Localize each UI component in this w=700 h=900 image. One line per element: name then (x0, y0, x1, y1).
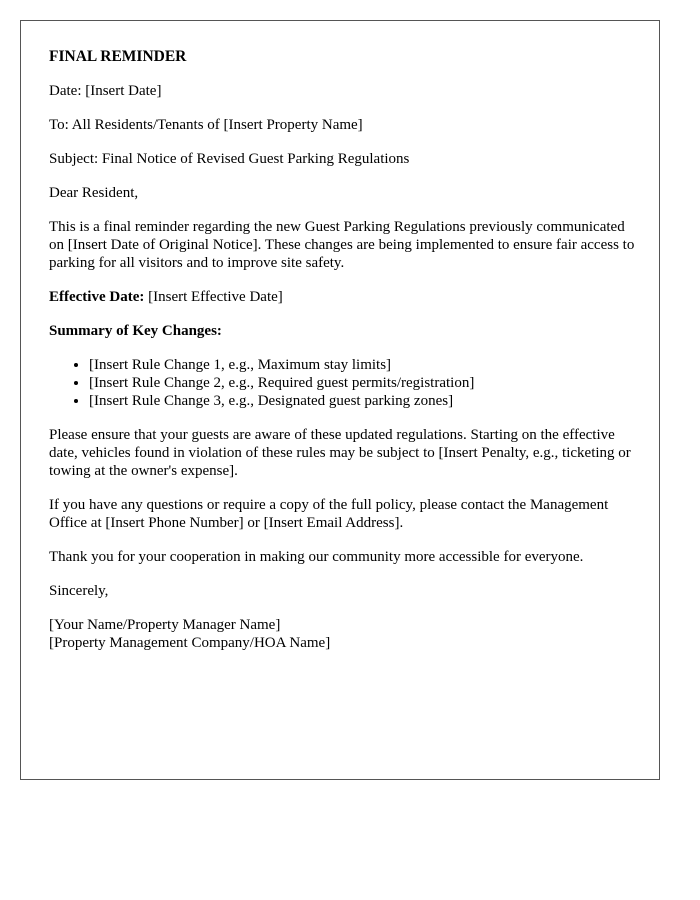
signature-company: [Property Management Company/HOA Name] (49, 635, 331, 651)
effective-date-value: [Insert Effective Date] (144, 289, 283, 305)
ensure-paragraph: Please ensure that your guests are aware of these updated regulations. Starting on the effective date, vehicles found in violation of these rules may be subject to [Insert Penalty, e.g., ticketing or towing at the owner's expense]. (49, 427, 631, 479)
effective-date-label: Effective Date: (49, 289, 145, 305)
signature-name: [Your Name/Property Manager Name] (49, 617, 281, 633)
to-line: To: All Residents/Tenants of [Insert Property Name] (49, 117, 363, 133)
subject-line: Subject: Final Notice of Revised Guest Parking Regulations (49, 151, 410, 167)
list-item: • [Insert Rule Change 2, e.g., Required guest permits/registration] (89, 374, 639, 392)
intro-paragraph: This is a final reminder regarding the new Guest Parking Regulations previously communicated on [Insert Date of Original Notice]. These changes are being implemented to ensure fair access to parking for all visitors and to improve site safety. (49, 219, 635, 271)
questions-paragraph: If you have any questions or require a copy of the full policy, please contact the Management Office at [Insert Phone Number] or [Insert Email Address]. (49, 497, 609, 531)
effective-date-line (49, 288, 639, 306)
letter-body (49, 48, 639, 668)
date-line: Date: [Insert Date] (49, 83, 162, 99)
list-item: • [Insert Rule Change 3, e.g., Designated guest parking zones] (89, 392, 639, 410)
list-item: • [Insert Rule Change 1, e.g., Maximum stay limits] (89, 356, 639, 374)
closing: Sincerely, (49, 583, 109, 599)
signature-block (49, 616, 639, 652)
letter-page (20, 20, 660, 780)
changes-list (49, 356, 639, 410)
salutation: Dear Resident, (49, 185, 139, 201)
thanks-paragraph: Thank you for your cooperation in making our community more accessible for everyone. (49, 549, 584, 565)
summary-heading: Summary of Key Changes: (49, 323, 222, 339)
letter-title: FINAL REMINDER (49, 48, 187, 65)
